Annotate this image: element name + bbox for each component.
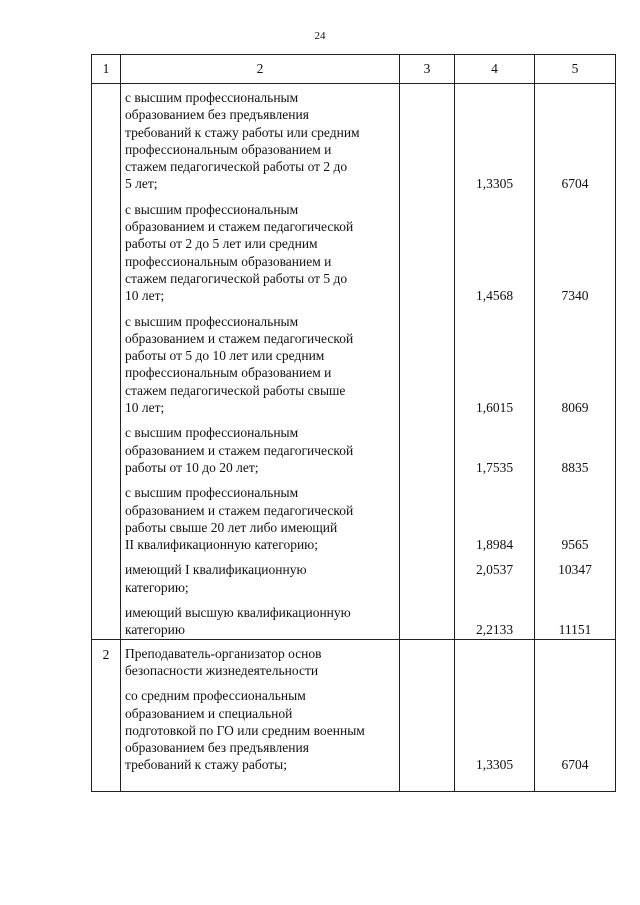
header-col-3: 3	[400, 55, 455, 84]
salary-value: 8069	[561, 400, 589, 416]
empty-cell	[400, 84, 455, 640]
description-line: 10 лет;	[125, 288, 165, 304]
description-line: имеющий высшую квалификационную	[125, 605, 351, 621]
salary-cell	[535, 84, 616, 640]
description-line: с высшим профессиональным	[125, 90, 299, 105]
salary-value: 11151	[558, 622, 592, 638]
list-item	[125, 476, 397, 553]
description-line: образованием и стажем педагогической	[125, 330, 354, 346]
description-line: профессиональным образованием и	[125, 365, 332, 381]
description-line: со средним профессиональным	[125, 688, 306, 704]
list-item	[125, 416, 397, 476]
description-line: работы от 2 до 5 лет или средним	[125, 236, 318, 252]
description-line: с высшим профессиональным	[125, 313, 299, 329]
description-cell	[121, 639, 400, 791]
description-line: стажем педагогической работы от 5 до	[125, 270, 348, 286]
header-row	[92, 55, 616, 84]
coefficient-value: 1,8984	[475, 537, 514, 553]
salary-value: 6704	[561, 757, 589, 773]
description-line: категорию;	[125, 579, 189, 595]
description-line: работы от 5 до 10 лет или средним	[125, 348, 325, 364]
description-line: 5 лет;	[125, 176, 158, 192]
salary-value: 8835	[561, 459, 589, 475]
description-line: профессиональным образованием и	[125, 253, 332, 269]
empty-cell	[400, 639, 455, 791]
description-line: категорию	[125, 622, 185, 638]
description-line: с высшим профессиональным	[125, 201, 299, 217]
description-line: работы от 10 до 20 лет;	[125, 459, 259, 475]
row-number-cell: 2	[92, 639, 121, 791]
list-item	[125, 553, 397, 596]
description-line: стажем педагогической работы свыше	[125, 382, 346, 398]
header-col-2: 2	[121, 55, 400, 84]
description-line: требований к стажу работы;	[125, 757, 287, 773]
title-line: безопасности жизнедеятельности	[125, 662, 319, 678]
description-line: образованием и стажем педагогической	[125, 442, 354, 458]
header-col-4: 4	[455, 55, 535, 84]
description-line: образованием без предъявления	[125, 107, 309, 123]
salary-value: 10347	[558, 562, 592, 578]
description-line: имеющий I квалификационную	[125, 562, 307, 578]
list-item	[125, 193, 397, 305]
description-line: с высшим профессиональным	[125, 485, 299, 501]
description-line: образованием и стажем педагогической	[125, 219, 354, 235]
list-item	[125, 84, 397, 193]
coefficient-value: 1,3305	[475, 757, 514, 773]
description-line: образованием и специальной	[125, 705, 293, 721]
coefficient-cell	[455, 84, 535, 640]
salary-cell	[535, 639, 616, 791]
description-line: подготовкой по ГО или средним военным	[125, 722, 365, 738]
salary-value: 6704	[561, 176, 589, 192]
coefficient-cell	[455, 639, 535, 791]
coefficient-value: 1,7535	[475, 459, 514, 475]
description-line: профессиональным образованием и	[125, 141, 332, 157]
header-col-5: 5	[535, 55, 616, 84]
description-line: работы свыше 20 лет либо имеющий	[125, 519, 338, 535]
description-line: стажем педагогической работы от 2 до	[125, 159, 348, 175]
description-line: образованием без предъявления	[125, 740, 309, 756]
coefficient-value: 2,0537	[475, 562, 514, 578]
description-line: требований к стажу работы или средним	[125, 124, 360, 140]
table-row-block-2	[92, 639, 616, 791]
list-item	[125, 305, 397, 417]
coefficient-value: 2,2133	[475, 622, 514, 638]
position-title	[125, 640, 397, 680]
list-item	[125, 596, 397, 639]
coefficient-value: 1,6015	[475, 400, 514, 416]
header-col-1: 1	[92, 55, 121, 84]
description-cell	[121, 84, 400, 640]
salary-value: 7340	[561, 288, 589, 304]
coefficient-value: 1,3305	[475, 176, 514, 192]
row-number-cell	[92, 84, 121, 640]
coefficient-value: 1,4568	[475, 288, 514, 304]
page-number: 24	[314, 30, 326, 42]
title-line: Преподаватель-организатор основ	[125, 645, 322, 661]
table-row-block-1	[92, 84, 616, 640]
description-line: с высшим профессиональным	[125, 425, 299, 441]
description-line: 10 лет;	[125, 400, 165, 416]
salary-value: 9565	[561, 537, 589, 553]
list-item	[125, 679, 397, 773]
description-line: образованием и стажем педагогической	[125, 502, 354, 518]
description-line: II квалификационную категорию;	[125, 537, 319, 553]
salary-table	[91, 54, 616, 792]
